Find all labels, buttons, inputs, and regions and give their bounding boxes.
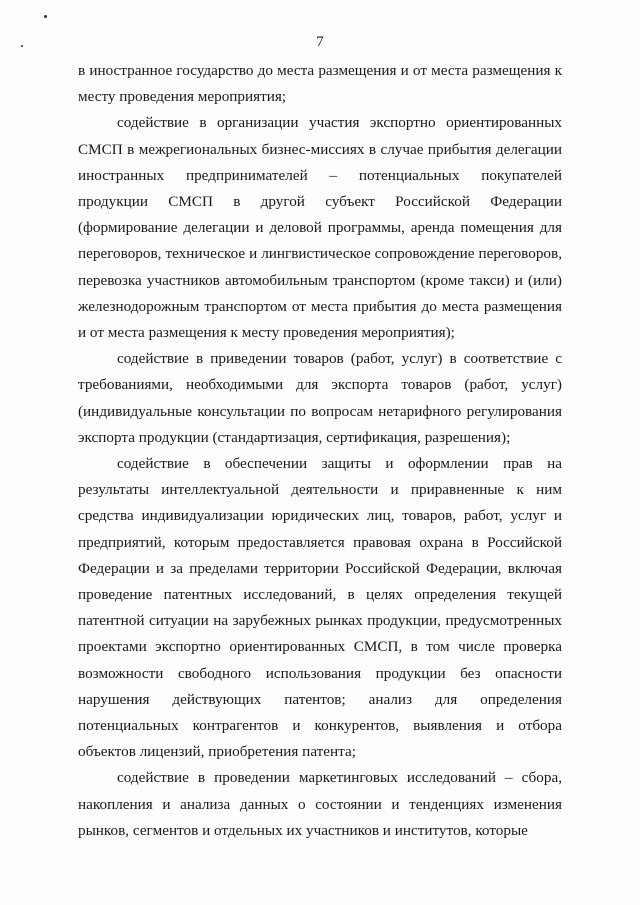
paragraph: содействие в приведении товаров (работ, услуг) в соответствие с требованиями, необходимыми для экспорта товаров (работ, услуг) (индивидуальные консультации по вопросам нетарифного регулирования экспорта продукции (стандартизация, сертификация, разрешения); [78,350,562,446]
page-number: 7 [316,34,324,50]
scan-speck [44,15,47,18]
paragraph: содействие в организации участия экспортно ориентированных СМСП в межрегиональных бизнес-миссиях в случае прибытия делегации иностранных предпринимателей – потенциальных покупателей продукции СМСП в другой субъект Российской Федерации (формирование делегации и деловой программы, аренда помещения для переговоров, техническое и лингвистическое сопровождение переговоров, перевозка участников автомобильным транспортом (кроме такси) и (или) железнодорожным транспортом от места прибытия до места размещения и от места размещения к месту проведения мероприятия); [78,114,562,342]
document-body [78,58,562,844]
paragraph: содействие в проведении маркетинговых исследований – сбора, накопления и анализа данных о состоянии и тенденциях изменения рынков, сегментов и отдельных их участников и институтов, которые [78,769,562,839]
paragraph: содействие в обеспечении защиты и оформлении прав на результаты интеллектуальной деятельности и приравненные к ним средства индивидуализации юридических лиц, товаров, работ, услуг и предприятий, которым предоставляется правовая охрана в Российской Федерации и за пределами территории Российской Федерации, включая проведение патентных исследований, в целях определения текущей патентной ситуации на зарубежных рынках продукции, предусмотренных проектами экспортно ориентированных СМСП, в том числе проверка возможности свободного использования продукции без опасности нарушения действующих патентов; анализ для определения потенциальных контрагентов и конкурентов, выявления и отбора объектов лицензий, приобретения патента; [78,455,562,761]
paragraph: в иностранное государство до места размещения и от места размещения к месту проведения мероприятия; [78,62,562,106]
